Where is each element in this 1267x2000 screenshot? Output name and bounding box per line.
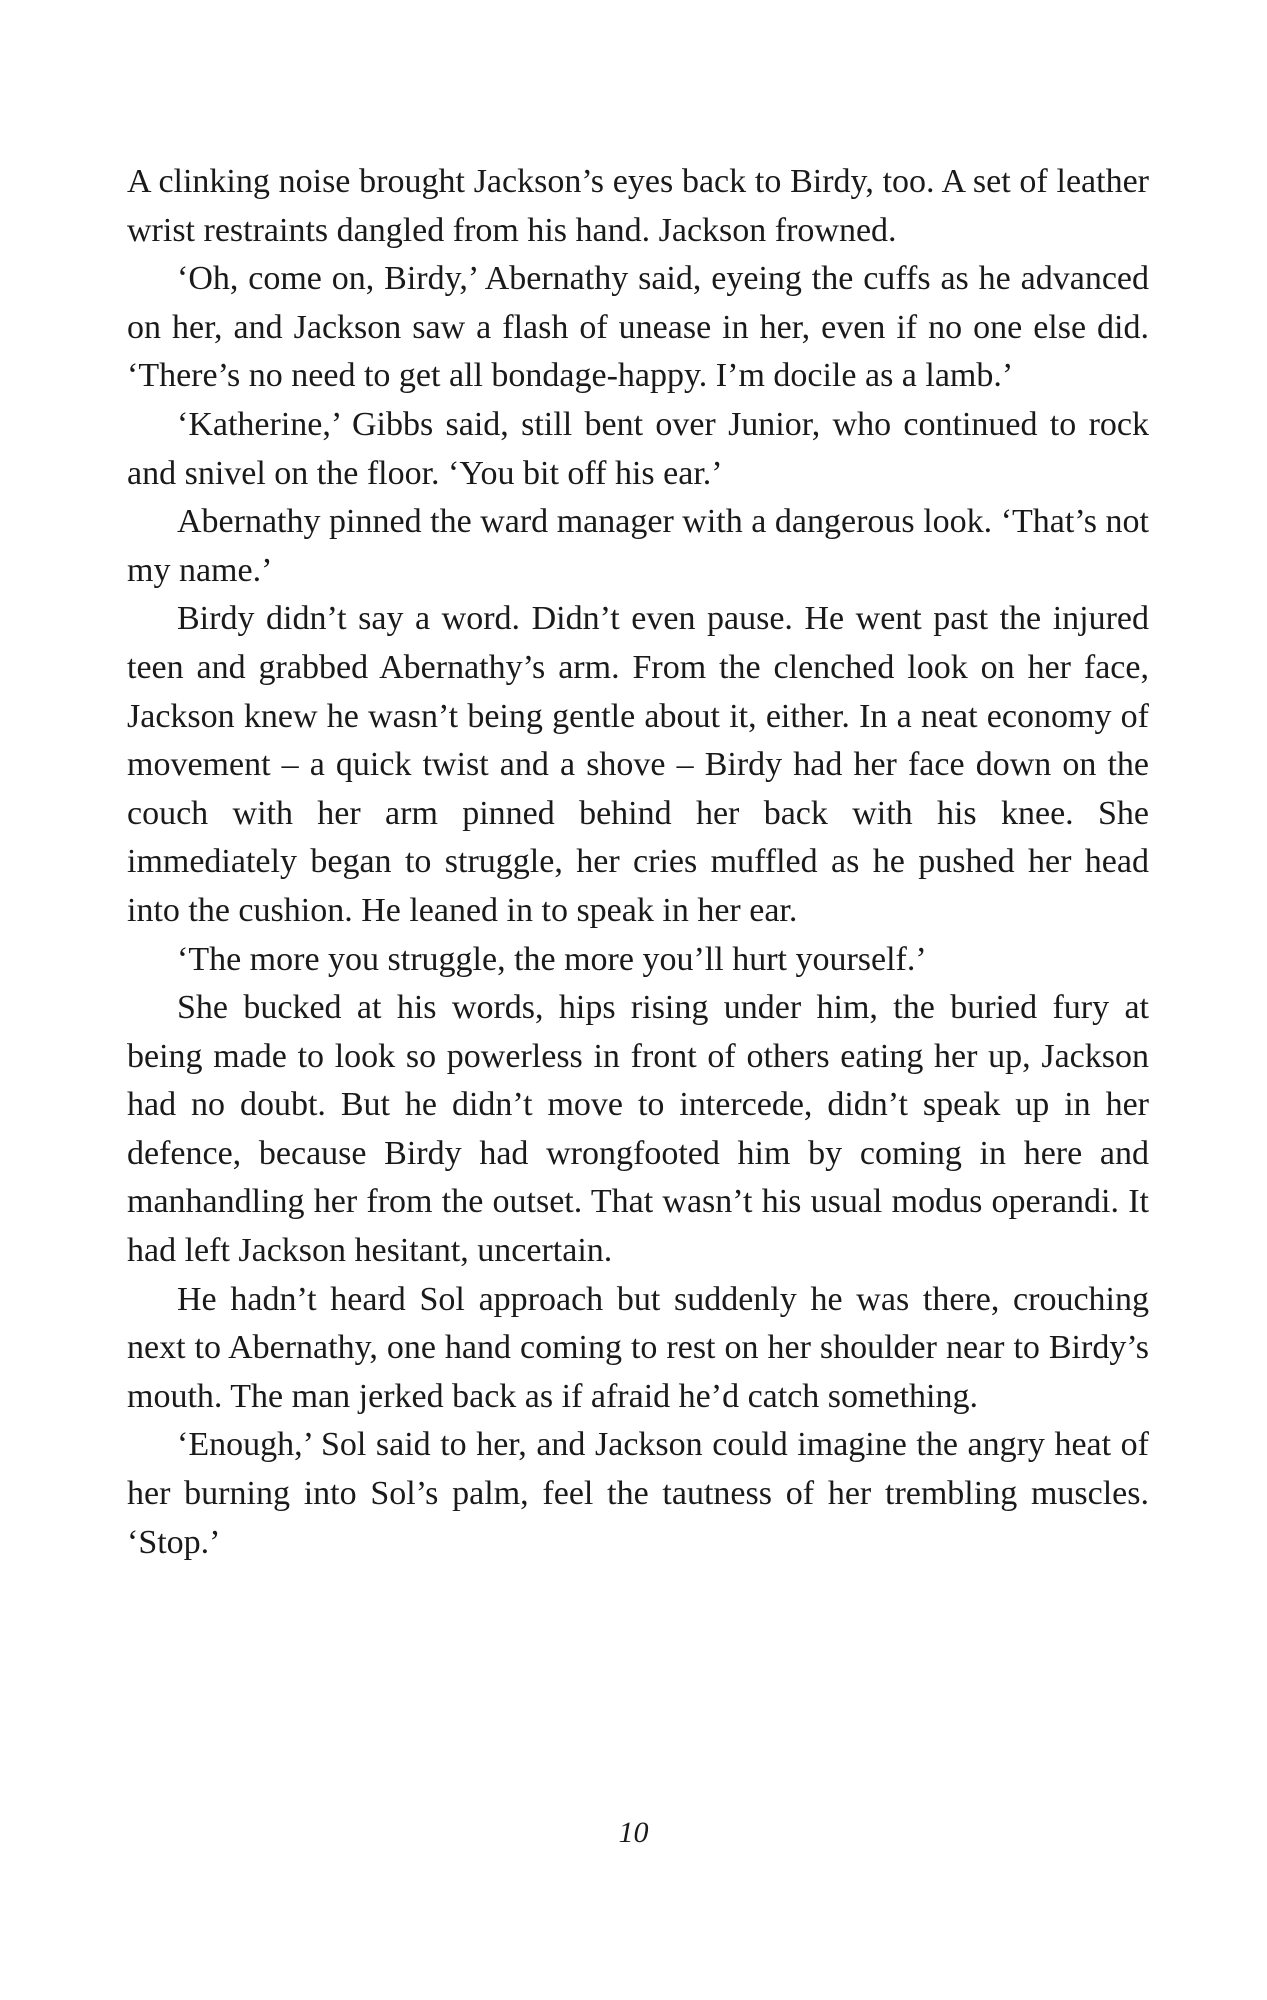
page-number: 10: [618, 1816, 649, 1849]
paragraph: He hadn’t heard Sol approach but suddenly he was there, crouching next to Abernathy, one hand coming to rest on her shoulder near to Birdy’s mouth. The man jerked back as if afraid he’d catch something.: [127, 1280, 1149, 1415]
paragraph: She bucked at his words, hips rising under him, the buried fury at being made to look so powerless in front of others eating her up, Jackson had no doubt. But he didn’t move to intercede, didn’t speak up in her defence, because Birdy had wrongfooted him by coming in here and manhandling her from the outset. That wasn’t his usual modus operandi. It had left Jackson hesitant, uncertain.: [127, 989, 1149, 1270]
paragraph: Abernathy pinned the ward manager with a dangerous look. ‘That’s not my name.’: [127, 503, 1149, 589]
paragraph: ‘The more you struggle, the more you’ll hurt yourself.’: [177, 940, 927, 978]
paragraph: Birdy didn’t say a word. Didn’t even pause. He went past the injured teen and grabbed Abernathy’s arm. From the clenched look on her face, Jackson knew he wasn’t being gentle about it, either. In a neat economy of movement – a quick twist and a shove – Birdy had her face down on the couch with her arm pinned behind her back with his knee. She immediately began to struggle, her cries muffled as he pushed her head into the cushion. He leaned in to speak in her ear.: [127, 600, 1149, 929]
paragraph: ‘Oh, come on, Birdy,’ Abernathy said, eyeing the cuffs as he advanced on her, and Jackson saw a flash of unease in her, even if no one else did. ‘There’s no need to get all bondage-happy. I’m docile as a lamb.’: [127, 260, 1149, 395]
paragraph: ‘Enough,’ Sol said to her, and Jackson could imagine the angry heat of her burning into Sol’s palm, feel the tautness of her trembling muscles. ‘Stop.’: [127, 1426, 1149, 1561]
paragraph: A clinking noise brought Jackson’s eyes back to Birdy, too. A set of leather wrist restraints dangled from his hand. Jackson frowned.: [127, 163, 1149, 249]
paragraph: ‘Katherine,’ Gibbs said, still bent over Junior, who continued to rock and snivel on the floor. ‘You bit off his ear.’: [127, 405, 1149, 492]
body-text: [127, 158, 1149, 1567]
